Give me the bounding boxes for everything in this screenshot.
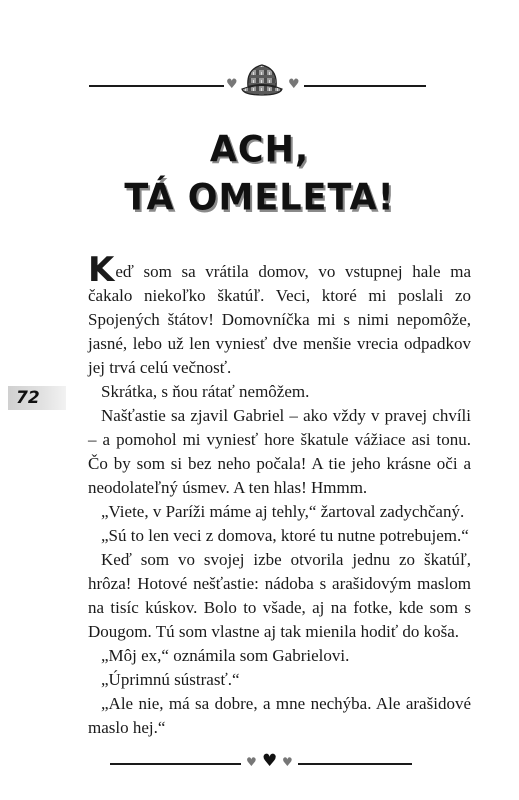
paragraph: Skrátka, s ňou rátať nemôžem. [101, 382, 310, 401]
paragraph: „Môj ex,“ oznámila som Gabrielovi. [101, 646, 350, 665]
header-rule-left [89, 85, 224, 87]
drop-cap: K [88, 250, 115, 290]
chapter-title-line: TÁ OMELETA! [124, 177, 395, 220]
paragraph: Našťastie sa zjavil Gabriel – ako vždy v pravej chvíli – a pomohol mi vyniesť hore škatule vážiace asi tonu. Čo by som si bez neho počala! A tie jeho krásne oči a neodolateľný úsmev. A ten hlas! Hmmm. [88, 406, 471, 497]
paragraph: „Ale nie, má sa dobre, a mne nechýba. Ale arašidové maslo hej.“ [88, 694, 471, 737]
heart-icon: ♥ [282, 755, 293, 769]
footer-rule-left [110, 763, 241, 765]
footer-ornament [0, 752, 519, 776]
paragraph [88, 250, 471, 380]
body-text [88, 250, 471, 740]
paragraph: „Viete, v Paríži máme aj tehly,“ žartoval zadychčaný. [101, 502, 465, 521]
paragraph: „Sú to len veci z domova, ktoré tu nutne potrebujem.“ [101, 526, 469, 545]
header-rule-right [304, 85, 426, 87]
heart-icon: ♥ [226, 77, 238, 92]
heart-icon: ♥ [262, 751, 278, 771]
chapter-title-line: ACH, [209, 128, 310, 171]
heart-icon: ♥ [288, 77, 300, 92]
page-number: 72 [8, 386, 66, 410]
paragraph: Keď som vo svojej izbe otvorila jednu zo škatúľ, hrôza! Hotové nešťastie: nádoba s arašidovým maslom na tisíc kúskov. Bolo to všade, aj na fotke, kde som s Dougom. Tú som vlastne aj tak mienila hodiť do koša. [88, 550, 471, 641]
chapter-title [0, 126, 519, 223]
plaid-hat-icon [240, 59, 284, 99]
paragraph: „Úprimnú sústrasť.“ [101, 670, 240, 689]
footer-rule-right [298, 763, 412, 765]
heart-icon: ♥ [246, 755, 257, 769]
paragraph-text: eď som sa vrátila domov, vo vstupnej hale ma čakalo niekoľko škatúľ. Veci, ktoré mi poslali zo Spojených štátov! Domovníčka mi s nimi nepomôže, jasné, lebo už len vyniesť dve menšie vrecia odpadkov jej trvá celú večnosť. [88, 262, 471, 377]
chapter-header-ornament [0, 55, 519, 105]
